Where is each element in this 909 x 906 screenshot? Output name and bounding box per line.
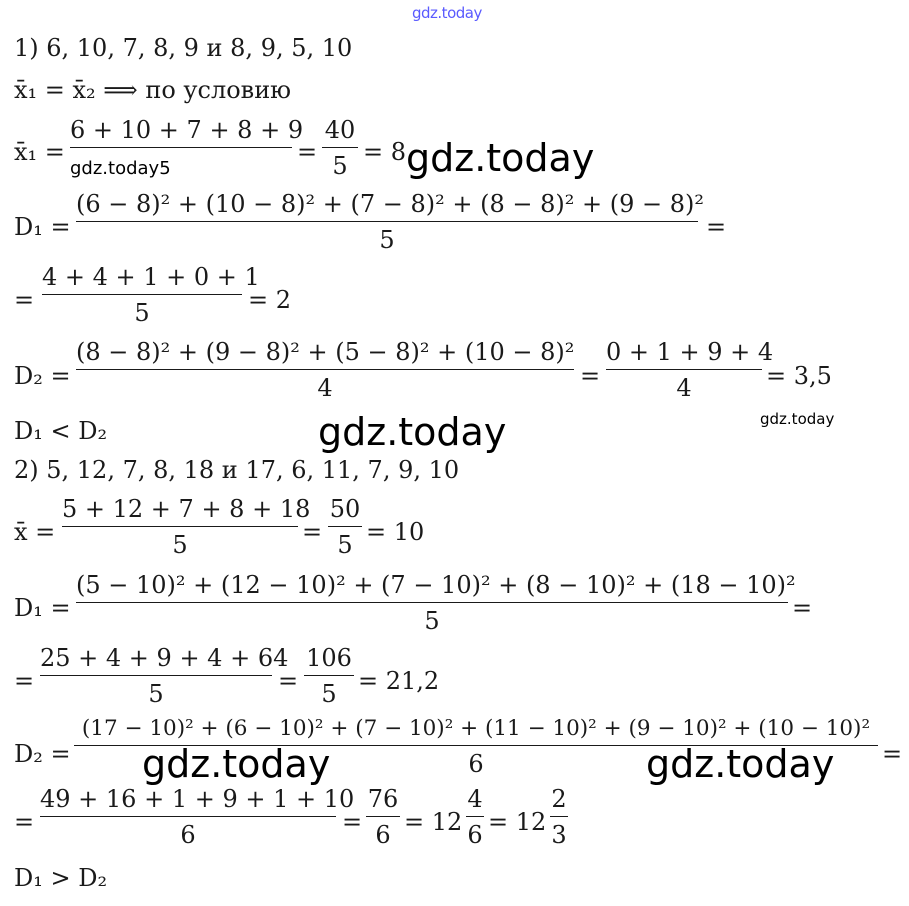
fraction-bar: [322, 147, 358, 148]
equals-sign: =: [278, 667, 299, 695]
numerator: 49 + 16 + 1 + 9 + 1 + 10: [40, 785, 355, 813]
fraction-bar: [550, 816, 568, 817]
comparison: D₁ > D₂: [14, 864, 108, 892]
variance-result: = 3,5: [766, 362, 832, 390]
watermark: gdz.today5: [70, 158, 171, 179]
variance-fraction: [76, 190, 705, 254]
mixed-number-fraction: [466, 787, 484, 847]
variance-fraction: [76, 571, 796, 635]
variance-sum-fraction: [606, 338, 774, 402]
equals-sign: =: [14, 667, 35, 695]
variance-label: D₂ =: [14, 362, 71, 390]
mean-value: = 10: [366, 518, 425, 546]
denominator: 6: [467, 821, 483, 849]
denominator: 5: [379, 226, 395, 254]
equals-sign: =: [302, 518, 323, 546]
variance-sum-fraction: [42, 263, 260, 327]
mean-fraction: [70, 116, 304, 179]
variance-label: D₂ =: [14, 740, 71, 768]
fraction-bar: [40, 675, 272, 676]
watermark: gdz.today: [318, 410, 507, 454]
fraction-bar: [74, 745, 878, 746]
fraction-bar: [76, 221, 698, 222]
numerator: (6 − 8)² + (10 − 8)² + (7 − 8)² + (8 − 8)² + (9 − 8)²: [76, 190, 705, 218]
fraction-bar: [62, 526, 298, 527]
fraction-bar: [366, 816, 400, 817]
comparison: D₁ < D₂: [14, 417, 108, 445]
mixed-number-whole: = 12: [404, 808, 463, 836]
variance-result: = 2: [248, 286, 292, 314]
equals-sign: =: [706, 213, 727, 241]
mean-fraction: [62, 495, 311, 559]
result-fraction: [366, 787, 400, 847]
fraction-bar: [76, 369, 574, 370]
variance-label: D₁ =: [14, 594, 71, 622]
numerator: 25 + 4 + 9 + 4 + 64: [40, 644, 289, 672]
equals-sign: =: [14, 808, 35, 836]
variance-result: = 21,2: [358, 667, 440, 695]
denominator: 4: [676, 374, 692, 402]
fraction-bar: [76, 602, 788, 603]
task-1-header: 1) 6, 10, 7, 8, 9 и 8, 9, 5, 10: [14, 34, 353, 62]
fraction-bar: [40, 816, 336, 817]
denominator: 5: [148, 680, 164, 708]
fraction-bar: [304, 675, 354, 676]
mean-result-fraction: [328, 497, 362, 557]
denominator: 5: [337, 531, 353, 559]
denominator: [70, 154, 292, 178]
watermark: gdz.today: [760, 410, 835, 428]
equals-sign: =: [792, 594, 813, 622]
numerator: 4 + 4 + 1 + 0 + 1: [42, 263, 260, 291]
variance-sum-fraction: [40, 785, 355, 849]
variance-sum-fraction: [40, 644, 289, 708]
numerator: 0 + 1 + 9 + 4: [606, 338, 774, 366]
fraction-bar: [606, 369, 762, 370]
numerator: (8 − 8)² + (9 − 8)² + (5 − 8)² + (10 − 8)²: [76, 338, 575, 366]
denominator: 5: [424, 607, 440, 635]
numerator: 4: [467, 785, 483, 813]
equals-sign: =: [342, 808, 363, 836]
denominator: 5: [332, 152, 348, 180]
numerator: (17 − 10)² + (6 − 10)² + (7 − 10)² + (11 − 10)² + (9 − 10)² + (10 − 10)²: [81, 716, 871, 741]
numerator: 5 + 12 + 7 + 8 + 18: [62, 495, 311, 523]
mean-equality-statement: x̄₁ = x̄₂ ⟹ по условию: [14, 76, 292, 104]
watermark: gdz.today: [406, 136, 595, 180]
denominator: 6: [468, 749, 484, 778]
task-2-header: 2) 5, 12, 7, 8, 18 и 17, 6, 11, 7, 9, 10: [14, 456, 460, 484]
denominator: 4: [317, 374, 333, 402]
equals-sign: =: [580, 362, 601, 390]
equals-sign: =: [14, 286, 35, 314]
denominator: 6: [180, 821, 196, 849]
watermark: gdz.today: [646, 742, 835, 786]
denominator: 6: [375, 821, 391, 849]
mixed-number-whole: = 12: [488, 808, 547, 836]
numerator: 76: [367, 785, 399, 813]
watermark-top: gdz.today: [412, 4, 482, 22]
equals-sign: =: [297, 138, 318, 166]
fraction-bar: [70, 147, 292, 148]
variance-fraction: [74, 718, 878, 776]
numerator: 40: [324, 116, 356, 144]
numerator: 50: [329, 495, 361, 523]
denominator: 5: [321, 680, 337, 708]
denominator: 3: [551, 821, 567, 849]
numerator: 106: [306, 644, 352, 672]
numerator: (5 − 10)² + (12 − 10)² + (7 − 10)² + (8 − 10)² + (18 − 10)²: [76, 571, 796, 599]
fraction-bar: [328, 526, 362, 527]
variance-label: D₁ =: [14, 213, 71, 241]
mixed-number-fraction: [550, 787, 568, 847]
watermark: gdz.today: [142, 742, 331, 786]
numerator: 2: [551, 785, 567, 813]
mean-label: x̄₁ =: [14, 138, 65, 166]
mean-value: = 8: [363, 138, 407, 166]
variance-result-fraction: [304, 646, 354, 706]
denominator: 5: [172, 531, 188, 559]
numerator: 6 + 10 + 7 + 8 + 9: [70, 116, 304, 144]
fraction-bar: [466, 816, 484, 817]
equals-sign: =: [882, 740, 903, 768]
fraction-bar: [42, 294, 242, 295]
mean-label: x̄ =: [14, 518, 56, 546]
mean-result-fraction: [322, 118, 358, 178]
variance-fraction: [76, 340, 574, 400]
denominator: 5: [134, 299, 150, 327]
